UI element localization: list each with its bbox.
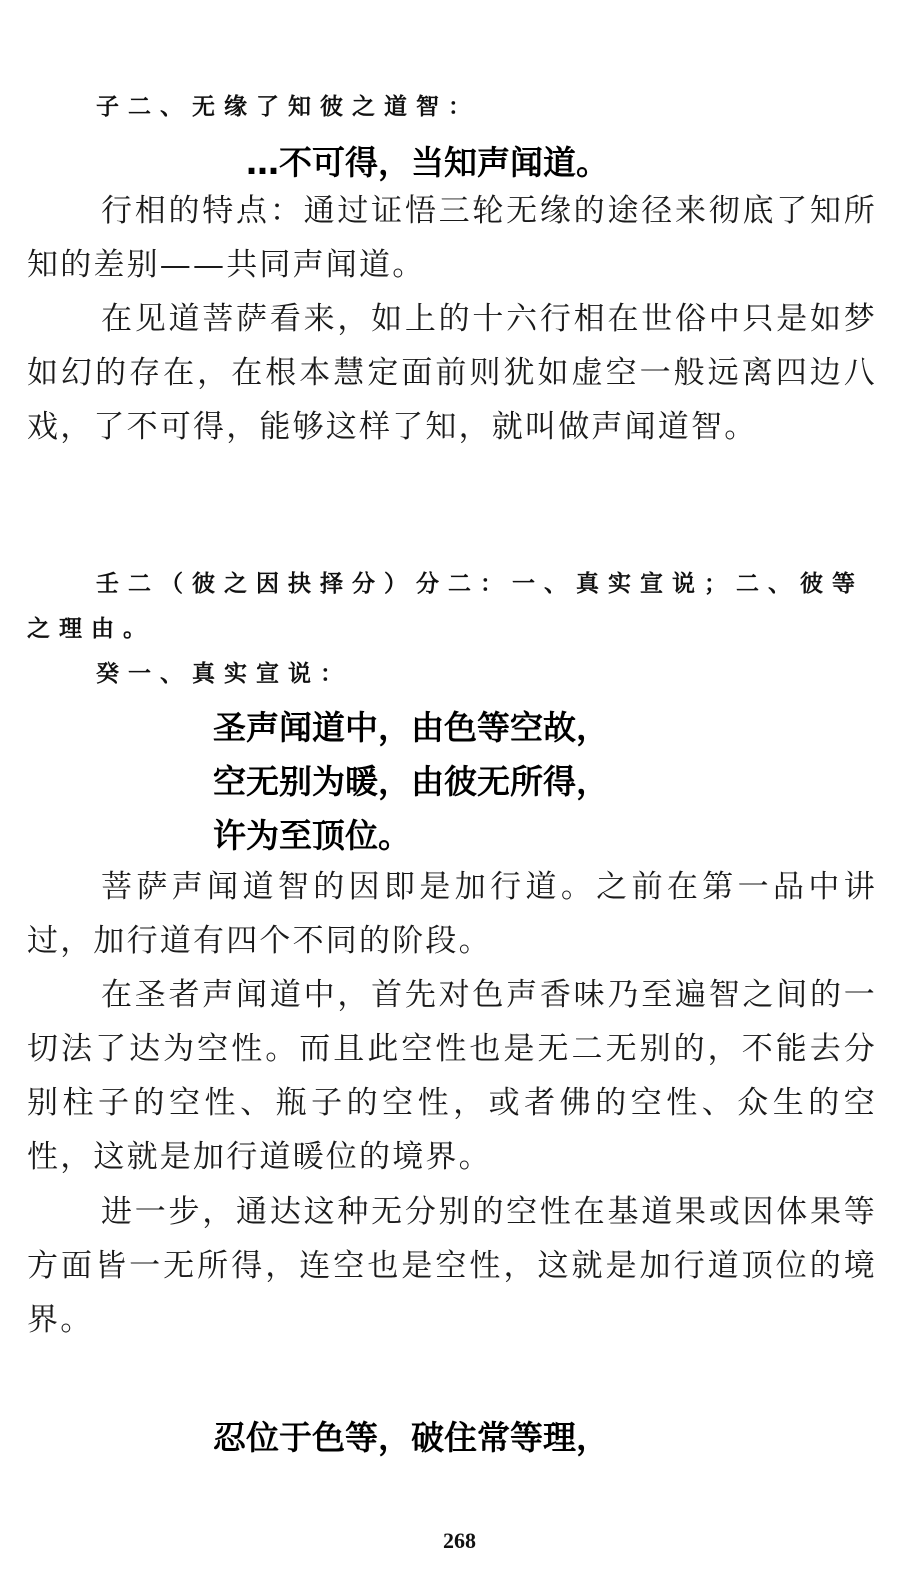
- paragraph-preparation-path: 菩萨声闻道智的因即是加行道。之前在第一品中讲过，加行道有四个不同的阶段。: [27, 869, 877, 959]
- section-heading-ren-er-line2: 之理由。: [27, 615, 155, 642]
- verse-line: 圣声闻道中，由色等空故，: [213, 708, 609, 747]
- section-heading-ren-er-line1: 壬二（彼之因抉择分）分二：一、真实宣说；二、彼等: [96, 570, 864, 597]
- verse-line: 忍位于色等，破住常等理，: [213, 1418, 609, 1457]
- paragraph-path-wisdom: 在见道菩萨看来，如上的十六行相在世俗中只是如梦如幻的存在，在根本慧定面前则犹如虚空一般远离四边八戏，了不可得，能够这样了知，就叫做声闻道智。: [27, 301, 877, 445]
- paragraph-characteristics: 行相的特点：通过证悟三轮无缘的途径来彻底了知所知的差别——共同声闻道。: [27, 193, 877, 283]
- page-number: 268: [443, 1528, 476, 1553]
- section-heading-zi-er: 子二、无缘了知彼之道智：: [96, 93, 480, 120]
- subheading-gui-yi: 癸一、真实宣说：: [96, 660, 352, 687]
- verse-line: …不可得，当知声闻道。: [246, 143, 609, 182]
- verse-line: 空无别为暖，由彼无所得，: [213, 762, 609, 801]
- paragraph-warmth-stage: 在圣者声闻道中，首先对色声香味乃至遍智之间的一切法了达为空性。而且此空性也是无二无别的，不能去分别柱子的空性、瓶子的空性，或者佛的空性、众生的空性，这就是加行道暖位的境界。: [27, 977, 877, 1175]
- verse-line: 许为至顶位。: [213, 816, 411, 855]
- paragraph-peak-stage: 进一步，通达这种无分别的空性在基道果或因体果等方面皆一无所得，连空也是空性，这就是加行道顶位的境界。: [27, 1194, 877, 1338]
